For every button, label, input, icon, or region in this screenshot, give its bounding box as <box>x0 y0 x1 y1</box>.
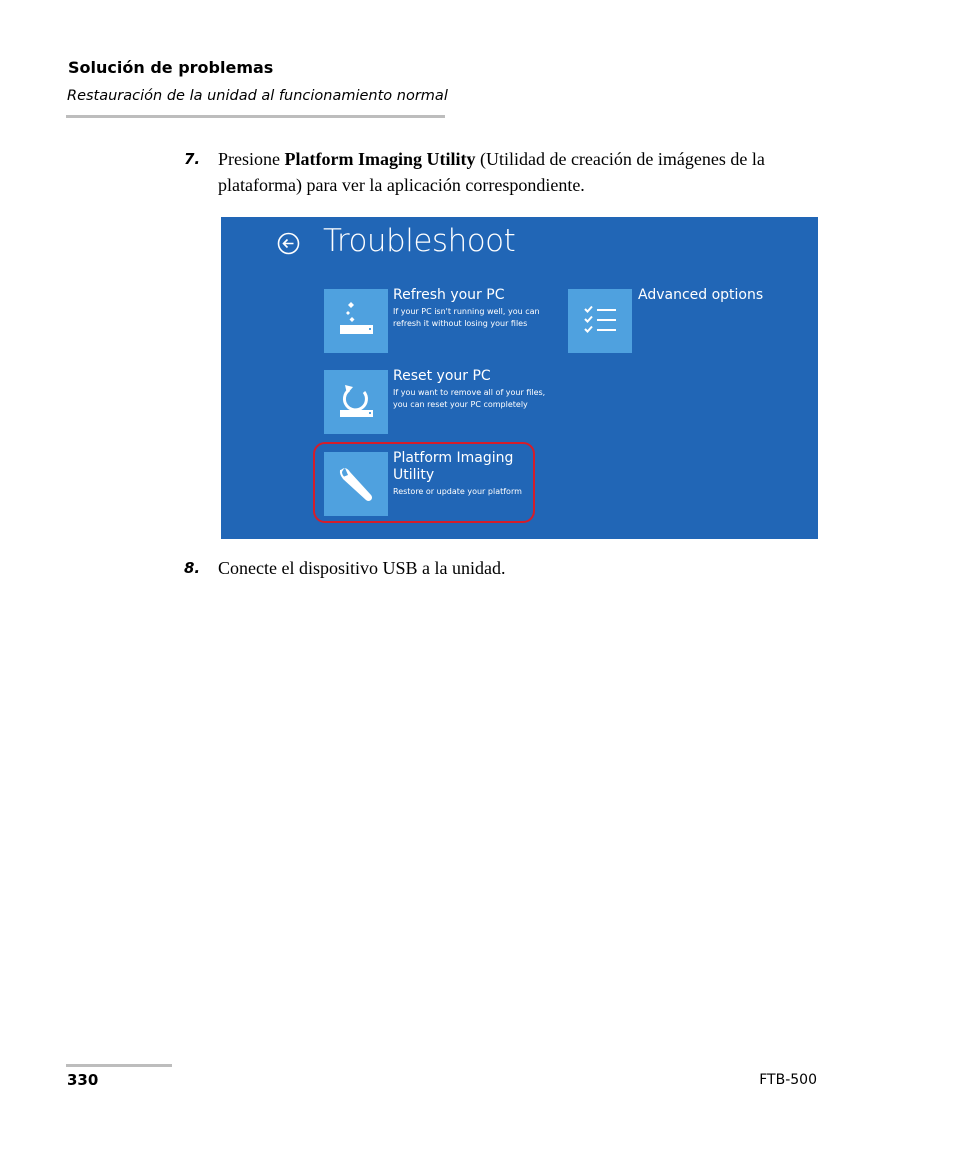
platform-imaging-desc: Restore or update your platform <box>393 487 522 496</box>
reset-pc-desc-line1: If you want to remove all of your files, <box>393 388 546 397</box>
reset-pc-title[interactable]: Reset your PC <box>393 368 491 384</box>
step-text-bold: Platform Imaging Utility <box>284 149 476 169</box>
section-subtitle: Restauración de la unidad al funcionamiento normal <box>67 88 448 104</box>
step-text: Conecte el dispositivo USB a la unidad. <box>218 558 506 578</box>
reset-pc-icon <box>324 370 388 434</box>
refresh-pc-icon <box>324 289 388 353</box>
back-arrow-circle-icon[interactable] <box>277 232 300 255</box>
refresh-pc-desc-line2: refresh it without losing your files <box>393 319 528 328</box>
page-number: 330 <box>67 1071 99 1089</box>
refresh-pc-tile[interactable] <box>324 289 388 353</box>
step-text-end: (Utilidad de creación de imágenes de la plataforma) para ver la aplicación correspondiente. <box>218 149 765 195</box>
troubleshoot-screenshot <box>221 217 818 539</box>
header-divider <box>66 115 445 118</box>
footer-divider <box>66 1064 172 1067</box>
section-title: Solución de problemas <box>68 58 274 77</box>
product-name: FTB-500 <box>759 1072 817 1088</box>
refresh-pc-title[interactable]: Refresh your PC <box>393 287 505 303</box>
platform-imaging-title-line1[interactable]: Platform Imaging <box>393 450 514 466</box>
checklist-icon <box>568 289 632 353</box>
step-text-start: Presione <box>218 149 285 169</box>
reset-pc-desc-line2: you can reset your PC completely <box>393 400 528 409</box>
screen-title: Troubleshoot <box>323 223 516 259</box>
platform-imaging-title-line2[interactable]: Utility <box>393 467 435 483</box>
refresh-pc-desc-line1: If your PC isn't running well, you can <box>393 307 540 316</box>
step-text <box>218 146 818 198</box>
reset-pc-tile[interactable] <box>324 370 388 434</box>
advanced-options-tile[interactable] <box>568 289 632 353</box>
advanced-options-title[interactable]: Advanced options <box>638 287 764 303</box>
step-number: 8. <box>184 559 201 577</box>
step-number: 7. <box>184 150 201 168</box>
highlight-outline <box>313 442 535 523</box>
